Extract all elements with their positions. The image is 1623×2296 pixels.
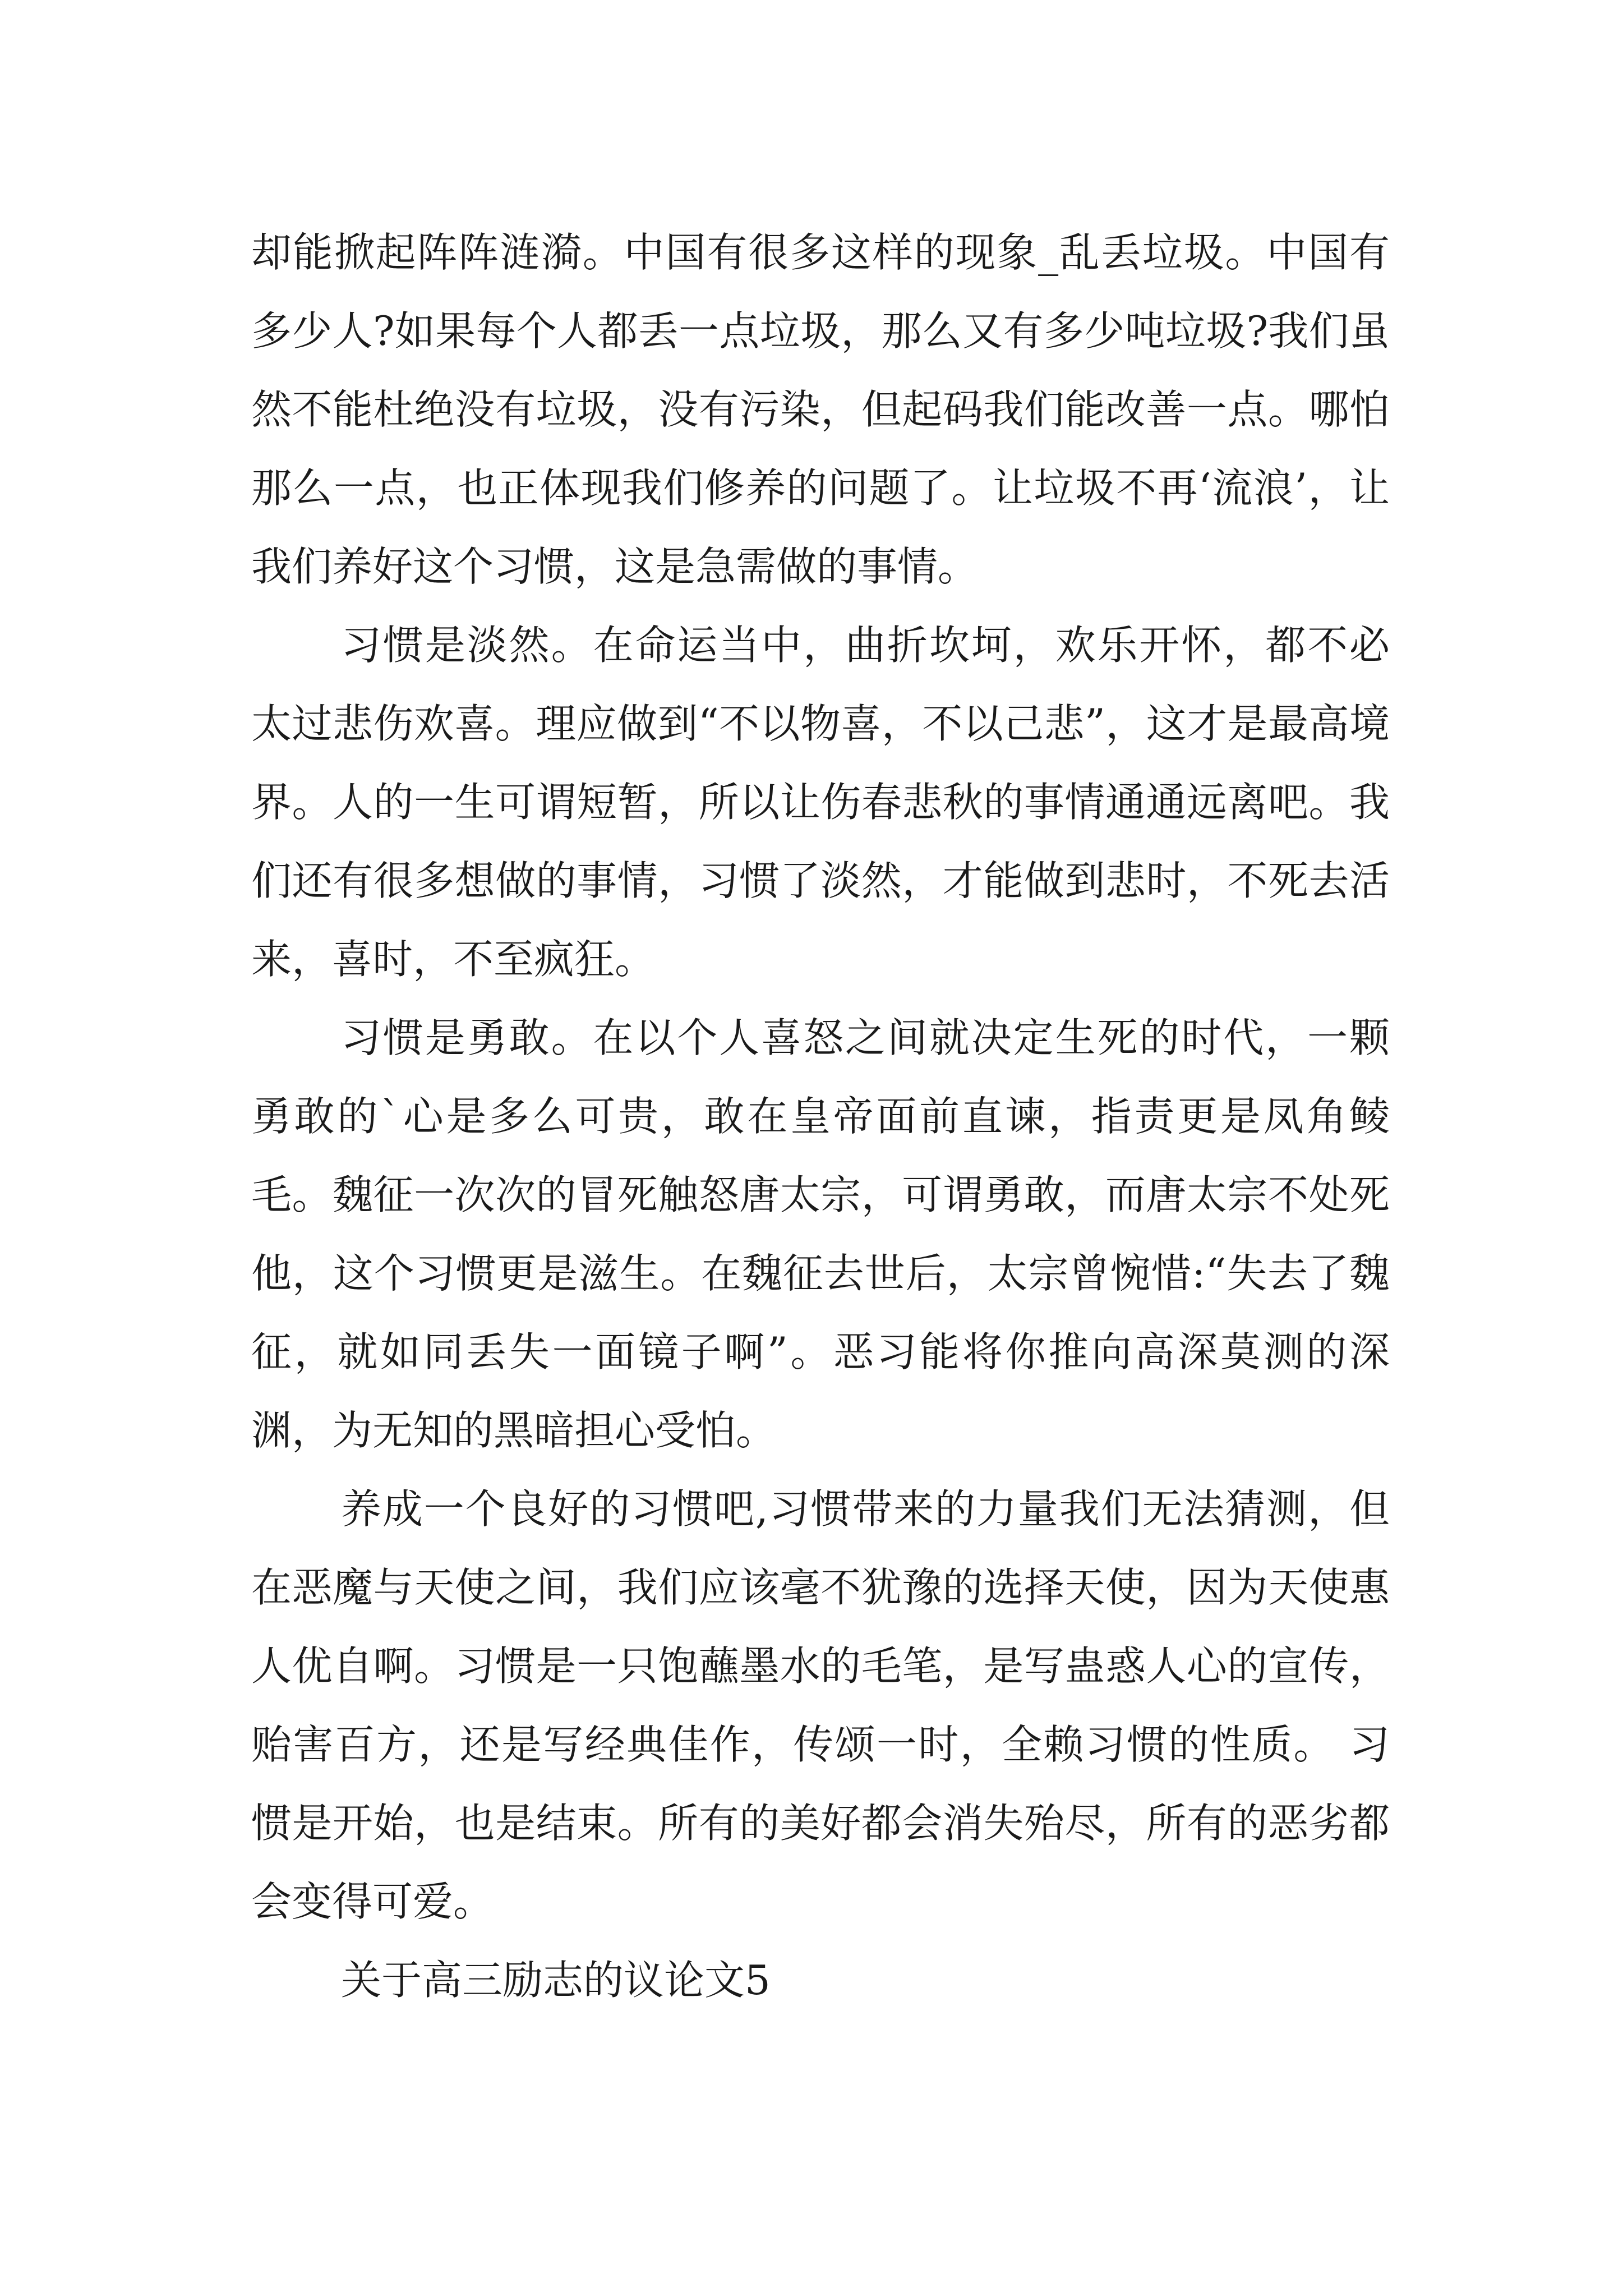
paragraph-good-habit: 养成一个良好的习惯吧,习惯带来的力量我们无法猜测，但在恶魔与天使之间，我们应该毫不犹豫的选择天使，因为天使惠人优自啊。习惯是一只饱蘸墨水的毛笔，是写蛊惑人心的宣传，贻害百方，还是写经典佳作，传颂一时，全赖习惯的性质。 习惯是开始，也是结束。所有的美好都会消失殆尽，所有的恶劣都会变得可爱。 bbox=[251, 1485, 1390, 1925]
document-body bbox=[251, 213, 1390, 2019]
paragraph-continuation: 却能掀起阵阵涟漪。中国有很多这样的现象_乱丢垃圾。中国有多少人?如果每个人都丢一点垃圾，那么又有多少吨垃圾?我们虽然不能杜绝没有垃圾，没有污染，但起码我们能改善一点。哪怕那么一点，也正体现我们修养的问题了。让垃圾不再‘流浪’，让我们养好这个习惯，这是急需做的事情。 bbox=[251, 229, 1390, 590]
paragraph-courage: 习惯是勇敢。在以个人喜怒之间就决定生死的时代，一颗勇敢的`心是多么可贵，敢在皇帝面前直谏，指责更是凤角鲮毛。魏征一次次的冒死触怒唐太宗，可谓勇敢，而唐太宗不处死他，这个习惯更是滋生。在魏征去世后，太宗曾惋惜:“失去了魏征，就如同丢失一面镜子啊”。恶习能将你推向高深莫测的深渊，为无知的黑暗担心受怕。 bbox=[251, 1014, 1390, 1454]
section-heading: 关于高三励志的议论文5 bbox=[341, 1957, 771, 2004]
paragraph-calmness: 习惯是淡然。在命运当中，曲折坎坷，欢乐开怀，都不必太过悲伤欢喜。理应做到“不以物喜，不以己悲”，这才是最高境界。人的一生可谓短暂，所以让伤春悲秋的事情通通远离吧。我们还有很多想做的事情，习惯了淡然，才能做到悲时，不死去活来，喜时，不至疯狂。 bbox=[251, 622, 1390, 983]
